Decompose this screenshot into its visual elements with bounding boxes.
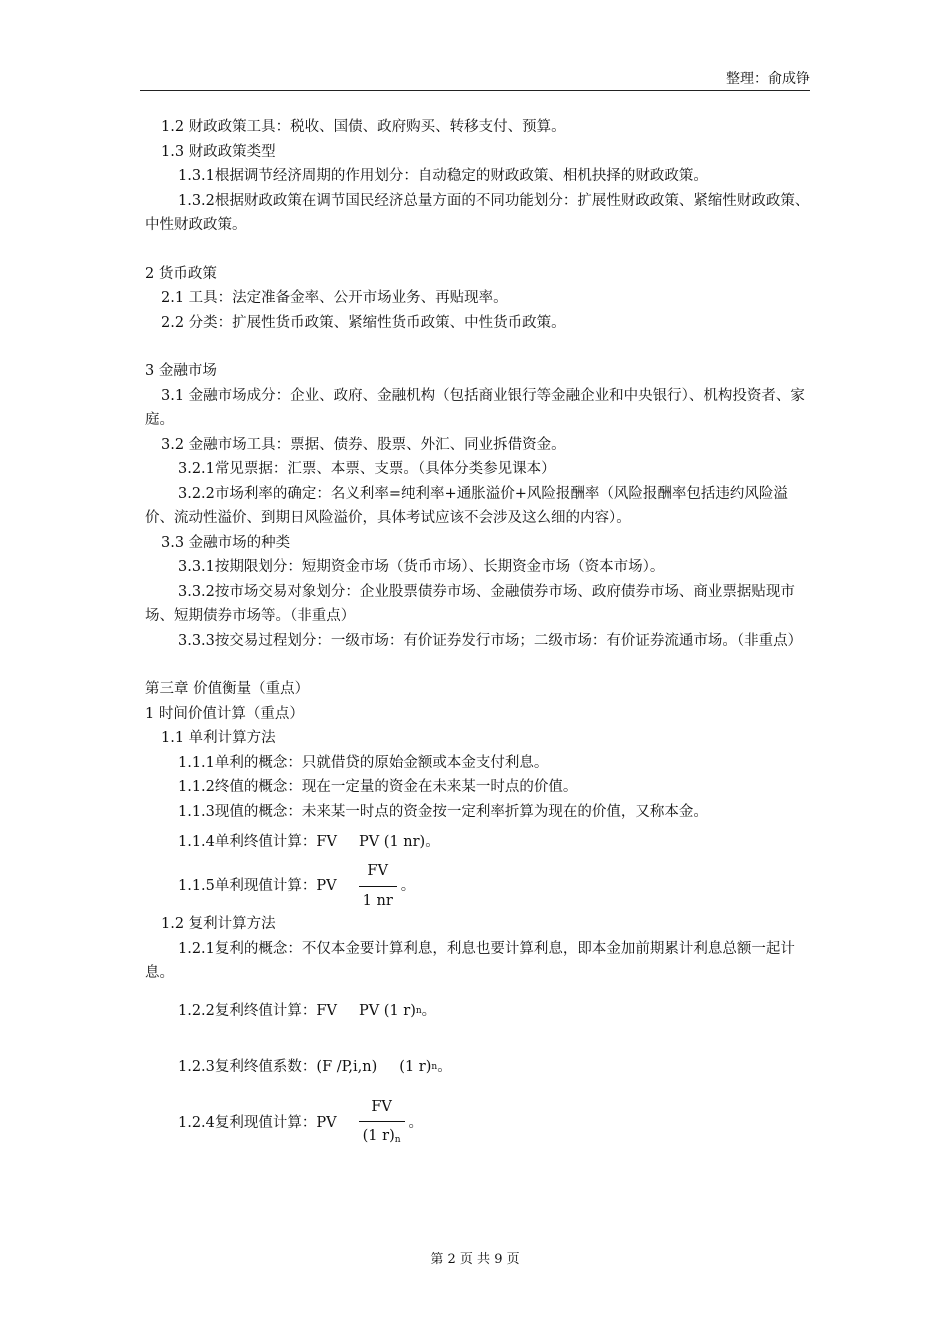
page-body	[145, 115, 810, 1150]
section-heading: 1.3 财政政策类型	[161, 143, 276, 160]
header-author: 整理：俞成铮	[726, 71, 810, 87]
section-heading: 1 时间价值计算（重点）	[145, 705, 304, 722]
text-line: 1.3.1根据调节经济周期的作用划分：自动稳定的财政政策、相机抉择的财政政策。	[178, 168, 708, 184]
fraction: $\frac{FV}{(1 r)^n}$	[359, 1095, 405, 1153]
text-line: 1.2.1复利的概念：不仅本金要计算利息，利息也要计算利息，即本金加前期累计利息总额一起计息。	[145, 940, 795, 981]
section-heading: 3 金融市场	[145, 363, 217, 379]
text-line: 3.2 金融市场工具：票据、债券、股票、外汇、同业拆借资金。	[161, 436, 566, 453]
text-line: 1.1.3现值的概念：未来某一时点的资金按一定利率折算为现在的价值，又称本金。	[178, 803, 708, 820]
formula-simple-pv: 1.1.5单利现值计算： PV $\frac{FV}{1 nr}$ 。	[145, 860, 810, 912]
text-line: 2.1 工具：法定准备金率、公开市场业务、再贴现率。	[161, 290, 508, 306]
text-line: 1.3.2根据财政政策在调节国民经济总量方面的不同功能划分：扩展性财政政策、紧缩性财政政策、中性财政政策。	[145, 192, 810, 233]
fraction: $\frac{FV}{1 nr}$	[359, 859, 397, 913]
page-footer	[0, 1248, 950, 1267]
text-line: 3.3.1按期限划分：短期资金市场（货币市场）、长期资金市场（资本市场）。	[178, 559, 665, 575]
text-line: 1.2 财政政策工具：税收、国债、政府购买、转移支付、预算。	[161, 119, 566, 135]
chapter-title: 第三章 价值衡量（重点）	[145, 681, 310, 697]
text-line: 3.3.2按市场交易对象划分：企业股票债券市场、金融债券市场、政府债券市场、商业票据贴现市场、短期债券市场等。（非重点）	[145, 583, 795, 624]
page-header	[140, 70, 810, 91]
section-heading: 1.1 单利计算方法	[161, 730, 276, 746]
text-line: 3.3.3按交易过程划分：一级市场：有价证券发行市场；二级市场：有价证券流通市场。（非重点）	[178, 632, 803, 649]
text-line: 1.1.1单利的概念：只就借贷的原始金额或本金支付利息。	[178, 754, 549, 771]
formula-compound-fv: 1.2.2复利终值计算： FV PV (1 r) n 。	[178, 1003, 437, 1020]
formula-simple-fv: 1.1.4单利终值计算： FV PV (1 nr) 。	[178, 833, 440, 850]
text-line: 3.2.2市场利率的确定：名义利率=纯利率+通胀溢价+风险报酬率（风险报酬率包括违约风险溢价、流动性溢价、到期日风险溢价，具体考试应该不会涉及这么细的内容）。	[145, 485, 788, 526]
section-heading: 1.2 复利计算方法	[161, 916, 276, 932]
section-heading: 3.3 金融市场的种类	[161, 534, 291, 551]
formula-compound-fv-factor: 1.2.3复利终值系数： (F /P,i,n) (1 r) n 。	[178, 1059, 452, 1076]
text-line: 3.2.1常见票据：汇票、本票、支票。（具体分类参见课本）	[178, 461, 556, 477]
text-line: 2.2 分类：扩展性货币政策、紧缩性货币政策、中性货币政策。	[161, 314, 566, 331]
formula-compound-pv: 1.2.4复利现值计算： PV $\frac{FV}{(1 r)^n}$ 。	[145, 1098, 810, 1150]
text-line: 3.1 金融市场成分：企业、政府、金融机构（包括商业银行等金融企业和中央银行）、机构投资者、家庭。	[145, 387, 805, 428]
page-number: 第 2 页 共 9 页	[430, 1252, 520, 1267]
text-line: 1.1.2终值的概念：现在一定量的资金在未来某一时点的价值。	[178, 779, 578, 795]
section-heading: 2 货币政策	[145, 265, 217, 282]
